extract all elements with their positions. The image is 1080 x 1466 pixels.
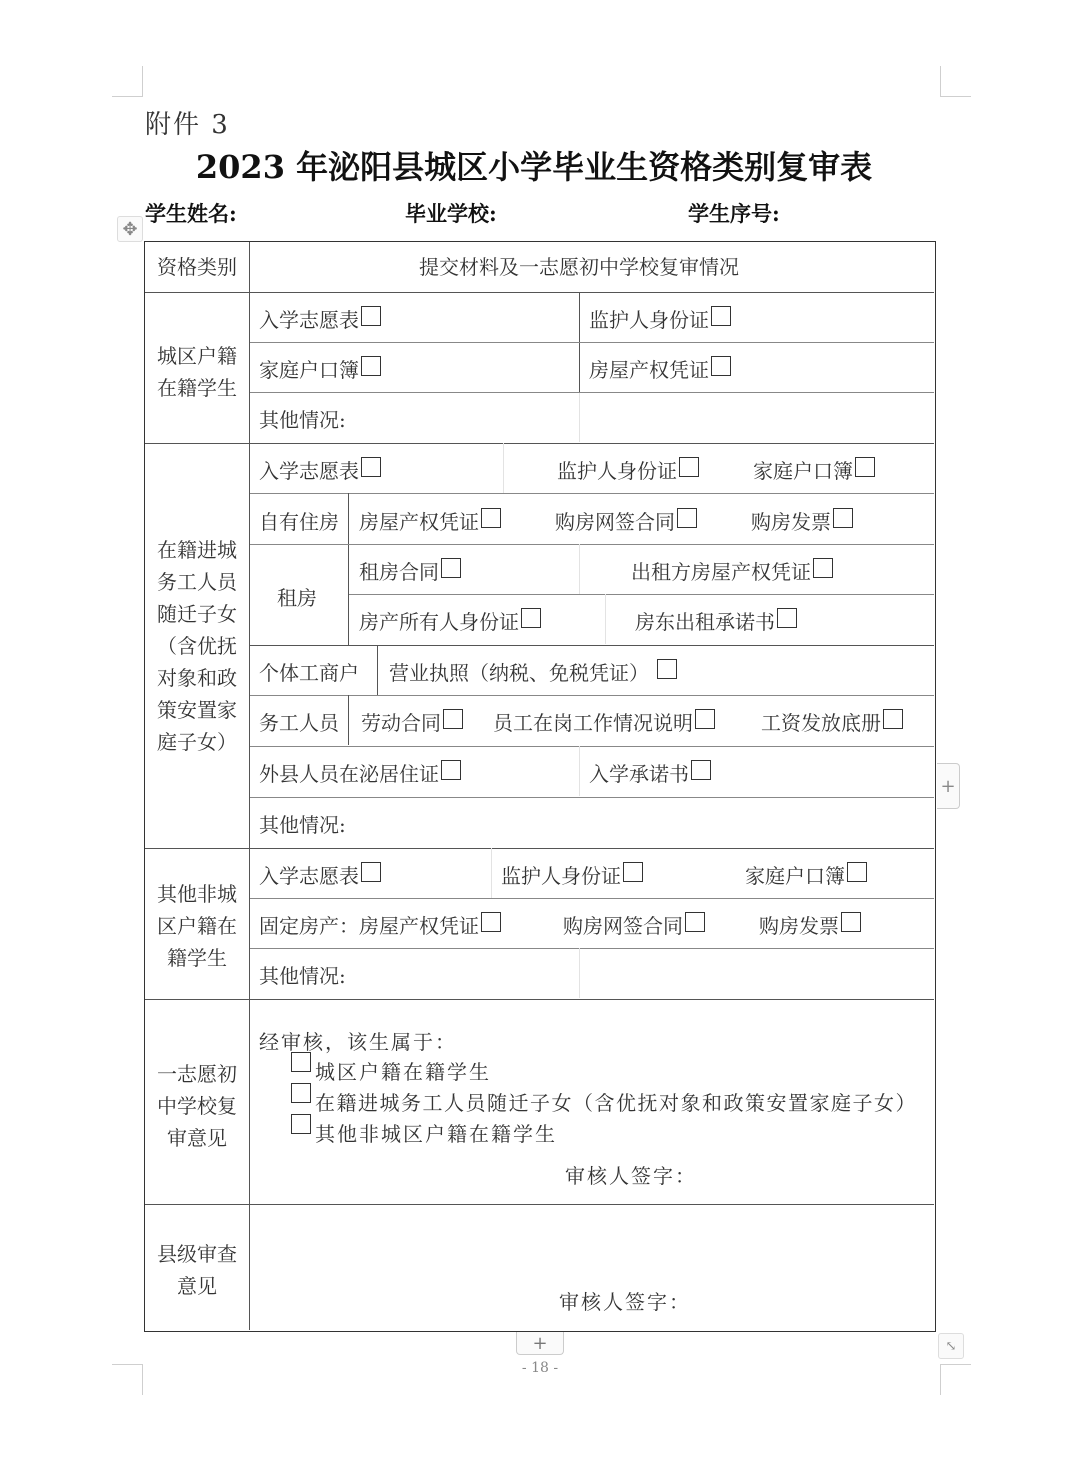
checkbox[interactable]	[291, 1114, 311, 1134]
category-school-review: 一志愿初 中学校复 审意见	[157, 1062, 237, 1150]
option-urban[interactable]: 城区户籍在籍学生	[291, 1056, 491, 1085]
item-employment-statement[interactable]: 员工在岗工作情况说明	[493, 713, 715, 733]
page-number: - 18 -	[521, 1360, 559, 1376]
checkbox[interactable]	[361, 457, 381, 477]
checkbox[interactable]	[443, 709, 463, 729]
item-residence-permit[interactable]: 外县人员在泌居住证	[259, 764, 461, 784]
checkbox[interactable]	[855, 457, 875, 477]
checkbox[interactable]	[361, 356, 381, 376]
item-enrollment-pledge[interactable]: 入学承诺书	[589, 764, 711, 784]
item-migrant-household-register[interactable]: 家庭户口簿	[753, 461, 875, 481]
item-urban-guardian-id[interactable]: 监护人身份证	[589, 310, 731, 330]
category-urban: 城区户籍 在籍学生	[157, 344, 237, 400]
checkbox[interactable]	[291, 1052, 311, 1072]
table-move-handle[interactable]	[117, 216, 143, 242]
worker-label: 务工人员	[259, 711, 339, 735]
checkbox[interactable]	[291, 1083, 311, 1103]
checkbox[interactable]	[685, 912, 705, 932]
add-row-button[interactable]	[516, 1332, 564, 1355]
diagonal-resize-icon: ⤡	[945, 1338, 957, 1354]
student-name-label: 学生姓名:	[145, 201, 237, 226]
page-corner-mark-top-left	[112, 66, 143, 97]
item-other-guardian-id[interactable]: 监护人身份证	[501, 866, 643, 886]
checkbox[interactable]	[623, 862, 643, 882]
item-rent-contract[interactable]: 租房合同	[359, 562, 461, 582]
review-table	[144, 241, 936, 1332]
school-review-signature-label: 审核人签字：	[565, 1164, 697, 1188]
page-corner-mark-top-right	[940, 66, 971, 97]
checkbox[interactable]	[691, 760, 711, 780]
checkbox[interactable]	[813, 558, 833, 578]
item-landlord-pledge[interactable]: 房东出租承诺书	[635, 612, 797, 632]
checkbox[interactable]	[521, 608, 541, 628]
checkbox[interactable]	[361, 862, 381, 882]
own-house-label: 自有住房	[259, 510, 339, 534]
option-other-nonurban[interactable]: 其他非城区户籍在籍学生	[291, 1118, 557, 1147]
serial-label: 学生序号:	[688, 201, 780, 226]
migrant-other-label: 其他情况:	[259, 813, 346, 837]
checkbox[interactable]	[677, 508, 697, 528]
add-column-button[interactable]	[937, 763, 960, 809]
checkbox[interactable]	[679, 457, 699, 477]
checkbox[interactable]	[441, 558, 461, 578]
item-payroll[interactable]: 工资发放底册	[761, 713, 903, 733]
plus-icon: +	[532, 1332, 548, 1354]
table-resize-handle[interactable]	[938, 1333, 964, 1359]
checkbox[interactable]	[777, 608, 797, 628]
school-review-intro: 经审核，该生属于：	[259, 1030, 457, 1054]
school-label: 毕业学校:	[405, 201, 497, 226]
attachment-label: 附件 3	[145, 110, 230, 140]
item-migrant-application[interactable]: 入学志愿表	[259, 461, 381, 481]
checkbox[interactable]	[711, 356, 731, 376]
category-other-nonurban: 其他非城 区户籍在 籍学生	[157, 882, 237, 970]
checkbox[interactable]	[441, 760, 461, 780]
option-migrant[interactable]: 在籍进城务工人员随迁子女（含优抚对象和政策安置家庭子女）	[291, 1087, 917, 1116]
item-urban-property-cert[interactable]: 房屋产权凭证	[589, 360, 731, 380]
business-label: 个体工商户	[259, 661, 359, 685]
checkbox[interactable]	[657, 659, 677, 679]
checkbox[interactable]	[841, 912, 861, 932]
plus-icon: +	[940, 775, 956, 797]
item-own-house-contract[interactable]: 购房网签合同	[555, 512, 697, 532]
checkbox[interactable]	[481, 912, 501, 932]
item-other-invoice[interactable]: 购房发票	[759, 916, 861, 936]
category-migrant: 在籍进城 务工人员 随迁子女 （含优抚 对象和政 策安置家 庭子女）	[157, 538, 237, 754]
item-owner-id[interactable]: 房产所有人身份证	[359, 612, 541, 632]
item-migrant-guardian-id[interactable]: 监护人身份证	[557, 461, 699, 481]
item-own-house-invoice[interactable]: 购房发票	[751, 512, 853, 532]
checkbox[interactable]	[711, 306, 731, 326]
item-labor-contract[interactable]: 劳动合同	[361, 713, 463, 733]
item-other-property-cert[interactable]: 固定房产：房屋产权凭证	[259, 916, 501, 936]
rent-label: 租房	[277, 586, 317, 610]
item-own-house-property-cert[interactable]: 房屋产权凭证	[359, 512, 501, 532]
urban-other-label: 其他情况:	[259, 408, 346, 432]
move-icon: ✥	[122, 218, 138, 240]
checkbox[interactable]	[361, 306, 381, 326]
item-urban-application[interactable]: 入学志愿表	[259, 310, 381, 330]
header-materials: 提交材料及一志愿初中学校复审情况	[419, 255, 739, 279]
other-nonurban-other-label: 其他情况:	[259, 964, 346, 988]
checkbox[interactable]	[833, 508, 853, 528]
item-landlord-property-cert[interactable]: 出租方房屋产权凭证	[631, 562, 833, 582]
checkbox[interactable]	[481, 508, 501, 528]
checkbox[interactable]	[847, 862, 867, 882]
checkbox[interactable]	[883, 709, 903, 729]
category-county-review: 县级审查 意见	[157, 1242, 237, 1298]
item-other-contract[interactable]: 购房网签合同	[563, 916, 705, 936]
item-urban-household-register[interactable]: 家庭户口簿	[259, 360, 381, 380]
item-other-household-register[interactable]: 家庭户口簿	[745, 866, 867, 886]
header-category: 资格类别	[157, 255, 237, 279]
county-review-signature-label: 审核人签字：	[559, 1290, 691, 1314]
item-other-application[interactable]: 入学志愿表	[259, 866, 381, 886]
item-business-license[interactable]: 营业执照（纳税、免税凭证）	[389, 663, 677, 683]
document-title: 2023 年泌阳县城区小学毕业生资格类别复审表	[195, 148, 873, 186]
checkbox[interactable]	[695, 709, 715, 729]
